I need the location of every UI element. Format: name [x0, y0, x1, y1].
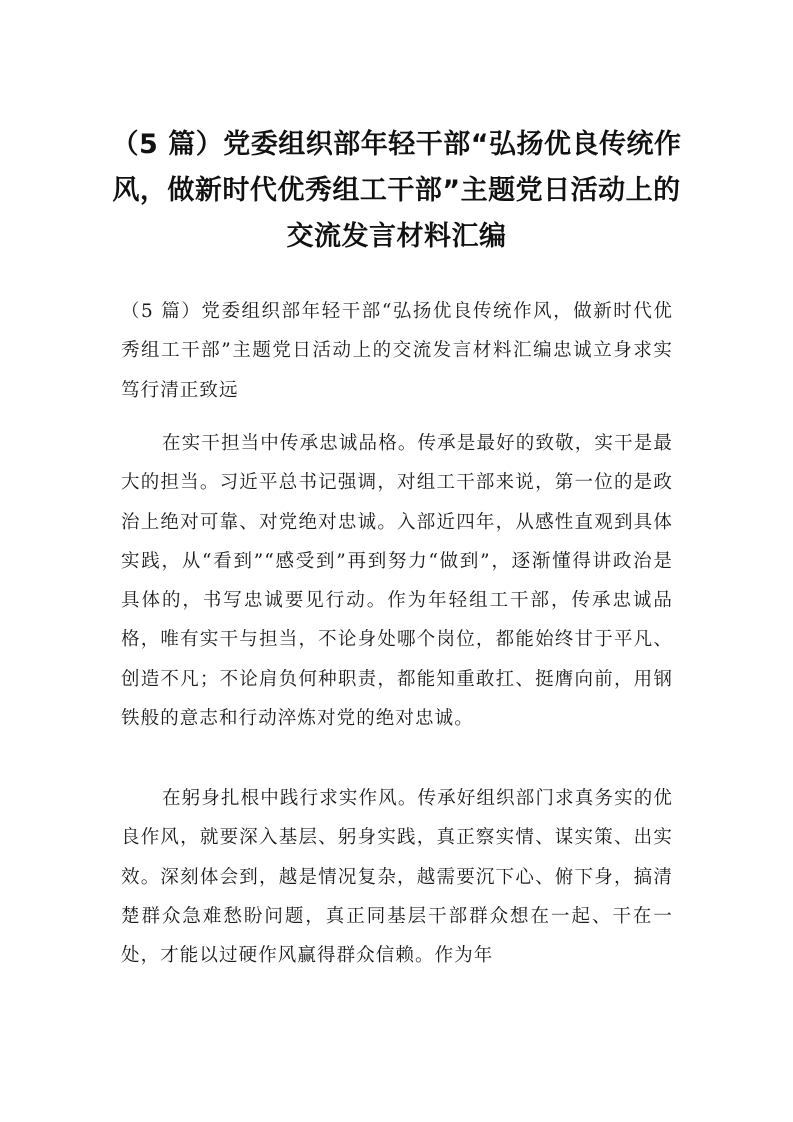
intro-paragraph: （5 篇）党委组织部年轻干部“弘扬优良传统作风，做新时代优秀组工干部”主题党日活动上的交流发言材料汇编忠诚立身求实笃行清正致远 [121, 301, 673, 401]
body-paragraph-practice: 在躬身扎根中践行求实作风。传承好组织部门求真务实的优良作风，就要深入基层、躬身实践，真正察实情、谋实策、出实效。深刻体会到，越是情况复杂，越需要沉下心、俯下身，搞清楚群众急难愁盼问题，真正同基层干部群众想在一起、干在一处，才能以过硬作风赢得群众信赖。作为年 [121, 788, 673, 967]
body-paragraph-loyalty: 在实干担当中传承忠诚品格。传承是最好的致敬，实干是最大的担当。习近平总书记强调，对组工干部来说，第一位的是政治上绝对可靠、对党绝对忠诚。入部近四年，从感性直观到具体实践，从“看到”“感受到”再到努力“做到”，逐渐懂得讲政治是具体的，书写忠诚要见行动。作为年轻组工干部，传承忠诚品格，唯有实干与担当，不论身处哪个岗位，都能始终甘于平凡、创造不凡；不论肩负何种职责，都能知重敢扛、挺膺向前，用钢铁般的意志和行动淬炼对党的绝对忠诚。 [121, 433, 673, 730]
document-title: （5 篇）党委组织部年轻干部“弘扬优良传统作风，做新时代优秀组工干部”主题党日活动上的交流发言材料汇编 [111, 129, 682, 252]
